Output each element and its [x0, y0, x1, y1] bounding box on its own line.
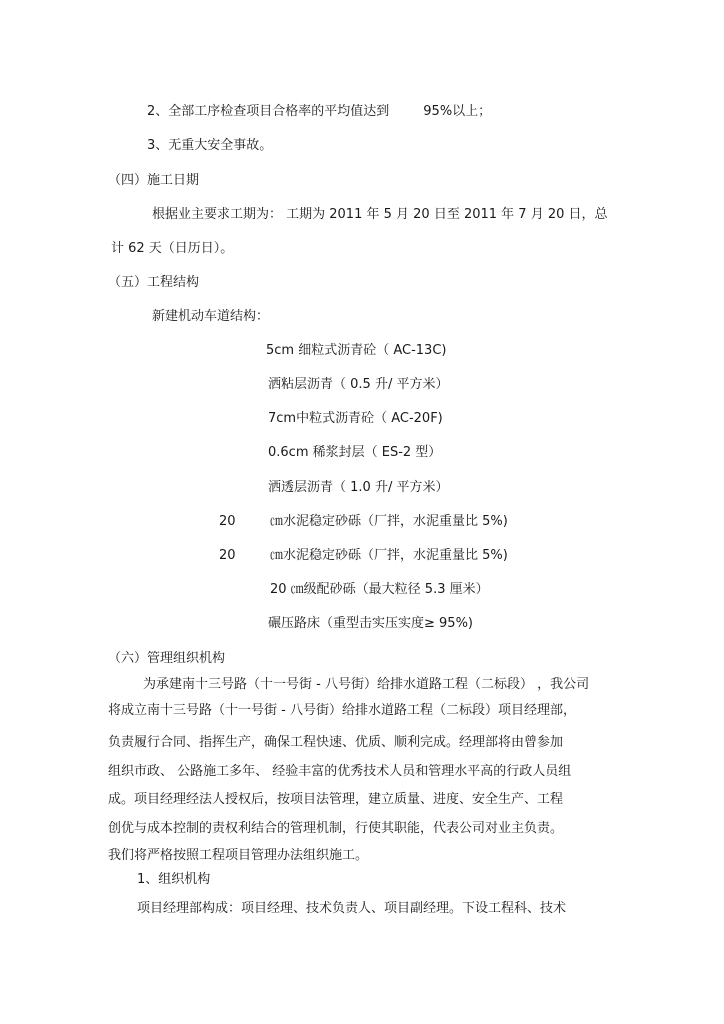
- structure-layer: ㎝水泥稳定砂砾（厂拌，水泥重量比 5%): [270, 514, 508, 529]
- section-heading-schedule: （四）施工日期: [108, 173, 200, 188]
- management-para-line: 组织市政、 公路施工多年、 经验丰富的优秀技术人员和管理水平高的行政人员组: [108, 764, 572, 779]
- quality-item-2-text: 2、全部工序检查项目合格率的平均值达到: [147, 104, 390, 119]
- structure-layer: 洒粘层沥青（ 0.5 升/ 平方米）: [268, 377, 449, 392]
- management-para-line: 创优与成本控制的责权利结合的管理机制，行使其职能，代表公司对业主负责。: [108, 821, 564, 836]
- management-para-line: 为承建南十三号路（十一号街 - 八号街）给排水道路工程（二标段） ，我公司: [143, 677, 590, 692]
- structure-layer: 20 ㎝级配砂砾（最大粒径 5.3 厘米）: [270, 582, 489, 597]
- management-para-line: 我们将严格按照工程项目管理办法组织施工。: [108, 848, 369, 863]
- structure-layer: 5cm 细粒式沥青砼（ AC-13C): [266, 343, 447, 358]
- quality-item-2-value: 95%以上；: [423, 104, 492, 119]
- sub-heading-organization: 1、组织机构: [137, 872, 211, 887]
- structure-layer: 7cm中粒式沥青砼（ AC-20F): [268, 411, 443, 426]
- management-para-line: 将成立南十三号路（十一号街 - 八号街）给排水道路工程（二标段）项目经理部，: [108, 703, 576, 718]
- structure-layer: 0.6cm 稀浆封层（ ES-2 型）: [268, 445, 442, 460]
- schedule-text-line-2: 计 62 天（日历日）。: [111, 241, 234, 256]
- structure-intro: 新建机动车道结构：: [152, 309, 270, 324]
- structure-layer-thickness: 20: [219, 548, 236, 563]
- structure-layer: 洒透层沥青（ 1.0 升/ 平方米）: [268, 480, 449, 495]
- schedule-text-line-1: 根据业主要求工期为： 工期为 2011 年 5 月 20 日至 2011 年 7 月 20 日，总: [152, 207, 608, 222]
- structure-layer: 碾压路床（重型击实压实度≥ 95%): [268, 616, 473, 631]
- management-para-line: 负责履行合同、指挥生产，确保工程快速、优质、顺利完成。经理部将由曾参加: [108, 735, 564, 750]
- section-heading-management: （六）管理组织机构: [108, 651, 226, 666]
- structure-layer-thickness: 20: [219, 514, 236, 529]
- management-para-line: 成。项目经理经法人授权后，按项目法管理，建立质量、进度、安全生产、工程: [108, 792, 564, 807]
- quality-item-3: 3、无重大安全事故。: [147, 138, 273, 153]
- section-heading-structure: （五）工程结构: [108, 275, 200, 290]
- structure-layer: ㎝水泥稳定砂砾（厂拌，水泥重量比 5%): [270, 548, 508, 563]
- quality-item-2: [147, 103, 491, 121]
- organization-text: 项目经理部构成：项目经理、技术负责人、项目副经理。下设工程科、技术: [137, 901, 567, 916]
